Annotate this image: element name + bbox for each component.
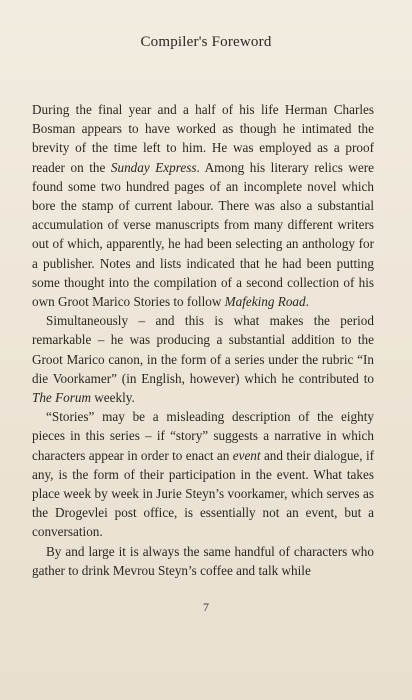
italic-title: The Forum <box>32 390 91 406</box>
text-span: “Stories” may be a misleading description of the eighty pieces in this series – if “story” suggests a narrative in which characters appear in order to enact an <box>32 409 374 463</box>
text-span: By and large it is always the same handful of characters who gather to drink Mevrou Steyn’s coffee and talk while <box>32 543 374 578</box>
paragraph <box>32 407 374 541</box>
page-number: 7 <box>203 600 209 614</box>
text-span: During the final year and a half of his life Herman Charles Bosman appears to have worked as though he intimated the brevity of the time left to him. He was employed as a proof reader on the <box>32 102 374 175</box>
body-text <box>32 100 374 580</box>
paragraph <box>32 542 374 580</box>
text-span: and their dialogue, if any, is the form of their participation in the event. What takes place week by week in Jurie Steyn’s voorkamer, which serves as the Drogevlei post office, is essentially not an event, but a conversation. <box>32 447 375 540</box>
page-heading: Compiler's Foreword <box>140 34 272 50</box>
text-span: . <box>305 294 309 310</box>
italic-word: event <box>232 447 261 463</box>
text-span: . Among his literary relics were found some two hundred pages of an incomplete novel which bore the stamp of current labour. There was also a substantial accumulation of verse manuscripts from many different writers out of which, apparently, he had been selecting an anthology for a publisher. Notes and lists indicated that he had been putting some thought into the compilation of a second collection of his own Groot Marico Stories to follow <box>32 159 374 310</box>
text-span: weekly. <box>90 390 135 406</box>
italic-title: Mafeking Road <box>224 294 306 310</box>
text-span: Simultaneously – and this is what makes the period remarkable – he was producing a substantial addition to the Groot Marico canon, in the form of a series under the rubric “In die Voorkamer” (in English, however) which he contributed to <box>32 313 374 386</box>
paragraph <box>32 311 374 407</box>
paragraph <box>32 100 374 311</box>
italic-title: Sunday Express <box>110 159 197 175</box>
